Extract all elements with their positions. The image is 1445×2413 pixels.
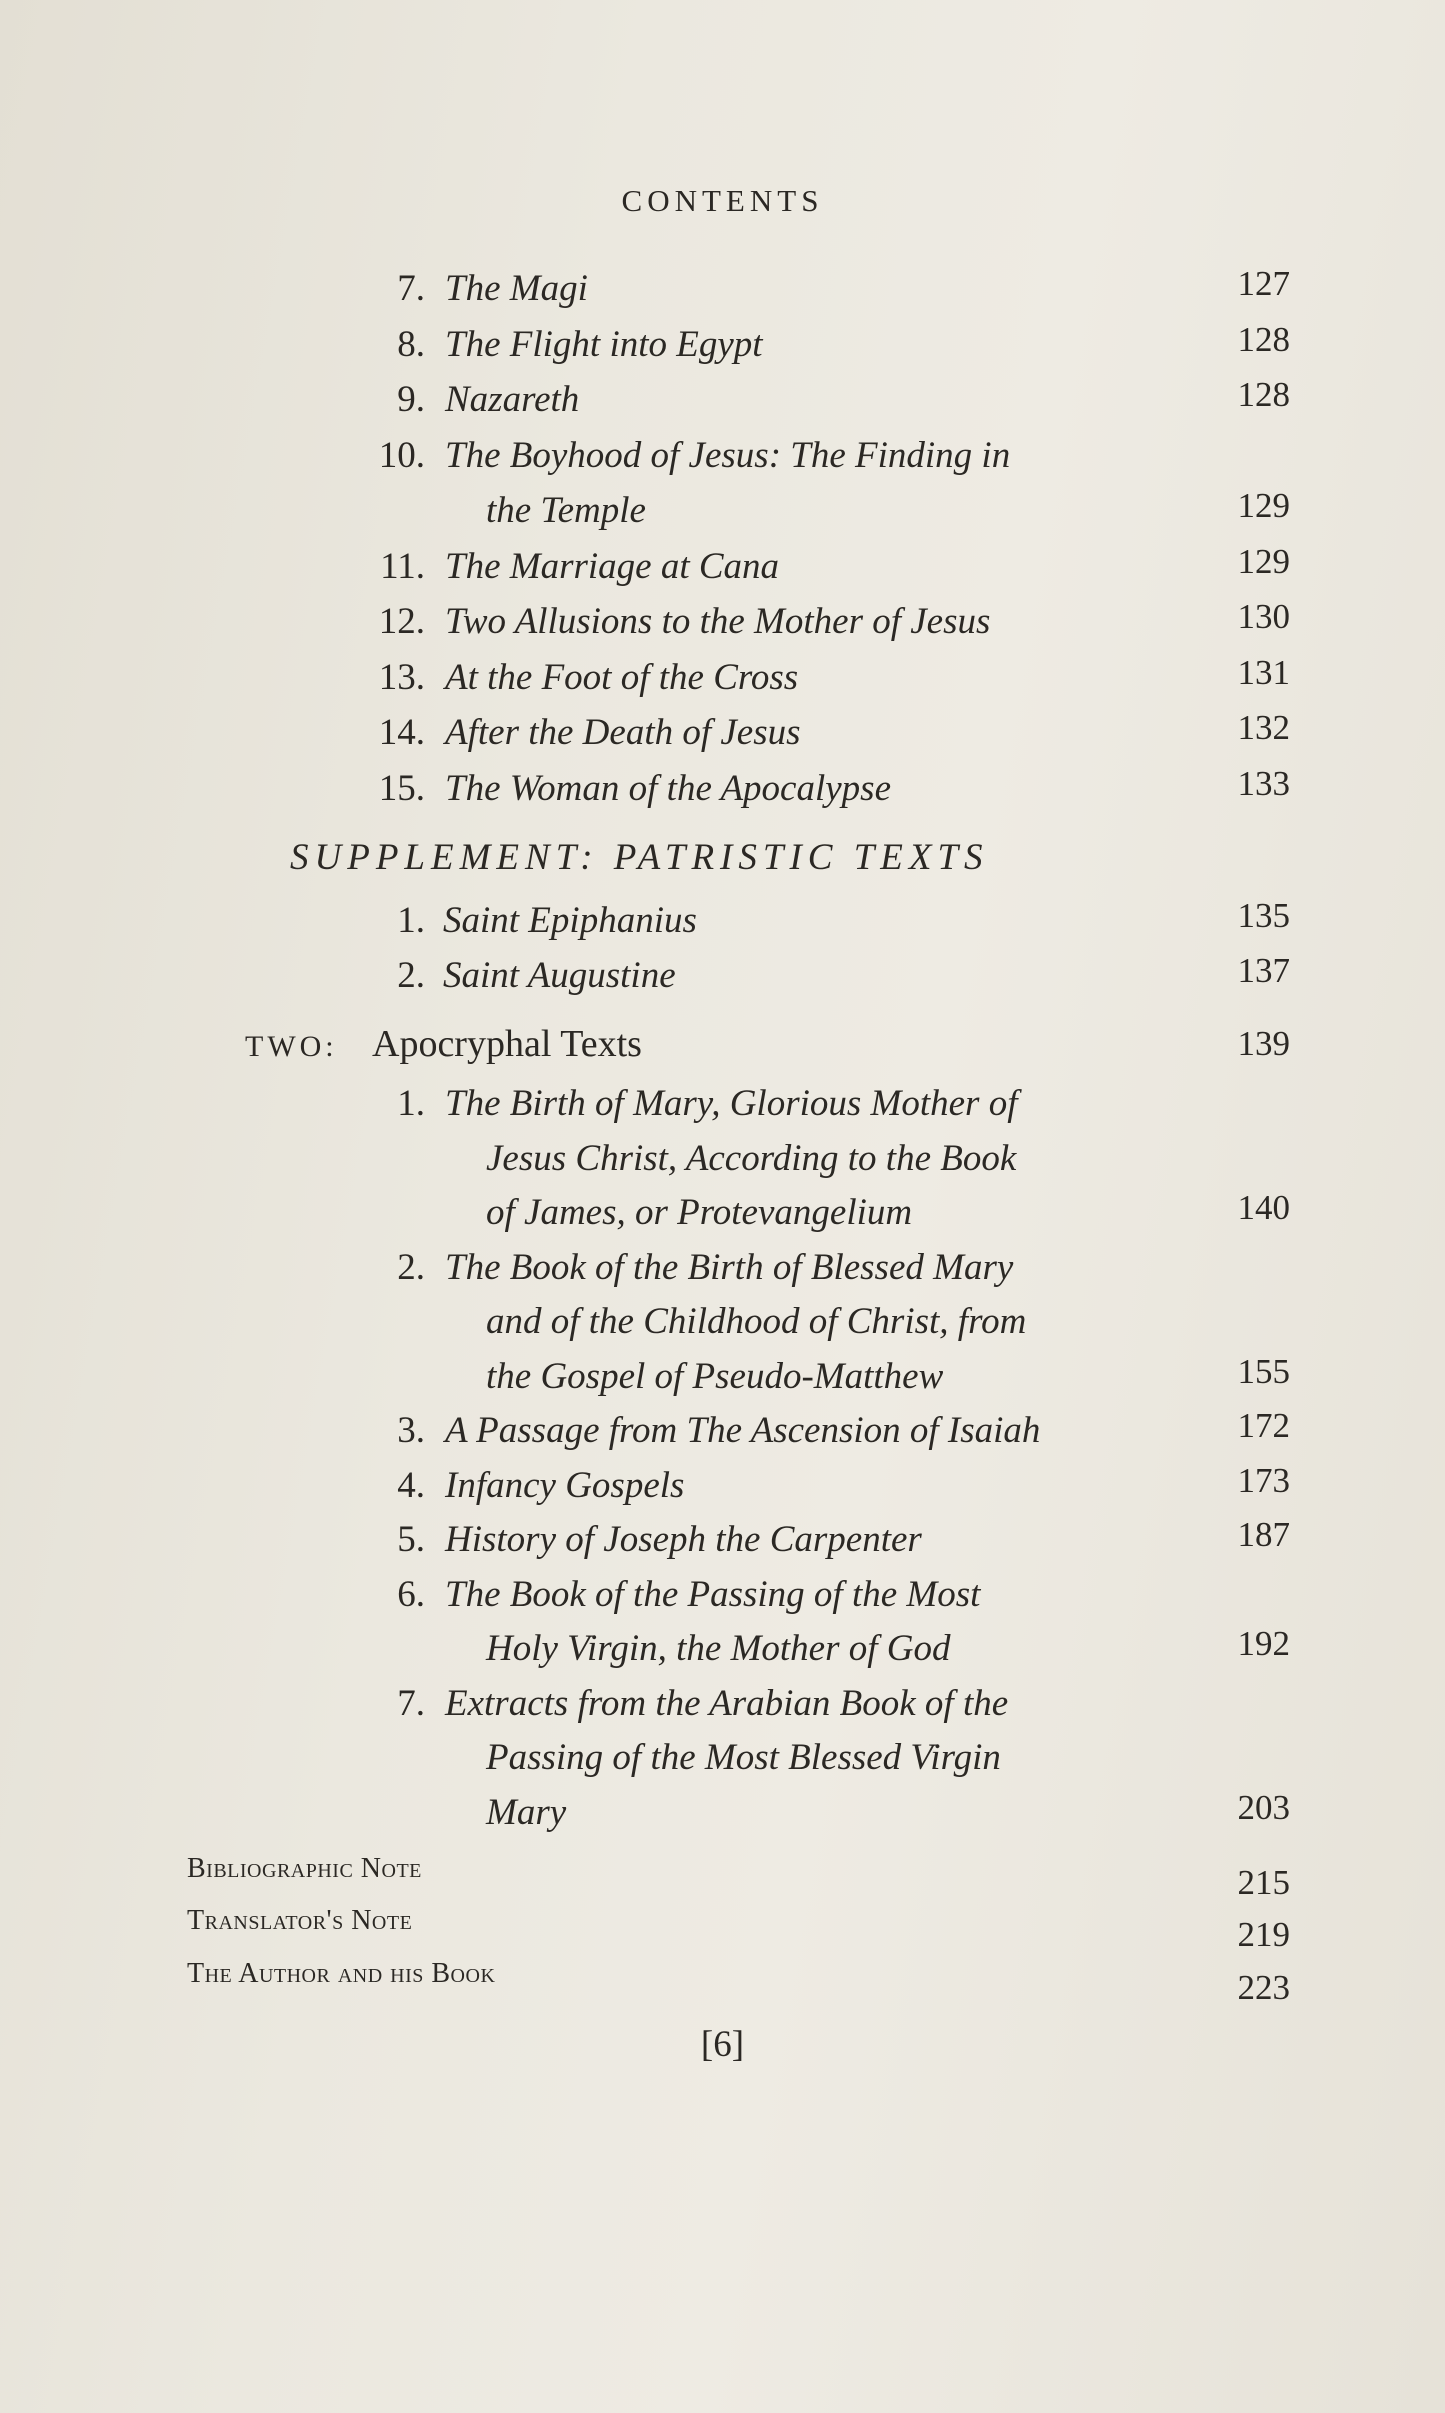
- entry-page-number: 129: [1237, 486, 1290, 525]
- entry-title: History of Joseph the Carpenter: [445, 1519, 922, 1560]
- entry-title-continued: Mary: [486, 1791, 567, 1833]
- entry-number: 9.: [397, 379, 425, 420]
- entry-title: Extracts from the Arabian Book of the: [445, 1682, 1009, 1724]
- entry-number: 1.: [397, 900, 425, 941]
- entry-title: The Boyhood of Jesus: The Finding in: [445, 434, 1011, 476]
- part-two-page: 139: [1237, 1024, 1290, 1063]
- entry-number: 7.: [397, 1682, 425, 1724]
- entry-title: The Birth of Mary, Glorious Mother of: [445, 1083, 1018, 1124]
- entry-title: The Flight into Egypt: [445, 323, 763, 365]
- entry-title-continued: of James, or Protevangelium: [486, 1192, 913, 1233]
- contents-heading: CONTENTS: [621, 183, 824, 218]
- entry-title: Saint Augustine: [443, 955, 676, 996]
- back-matter-page: 223: [1237, 1968, 1290, 2007]
- entry-page-number: 137: [1237, 951, 1290, 990]
- entry-page-number: 140: [1237, 1188, 1290, 1227]
- back-matter-page: 215: [1237, 1863, 1290, 1902]
- entry-number: 5.: [397, 1519, 425, 1560]
- entry-title-continued: Passing of the Most Blessed Virgin: [486, 1737, 1001, 1778]
- entry-number: 14.: [378, 712, 425, 753]
- entry-title: The Book of the Birth of Blessed Mary: [445, 1246, 1014, 1288]
- entry-title: The Marriage at Cana: [445, 545, 780, 587]
- entry-title: Two Allusions to the Mother of Jesus: [445, 601, 991, 642]
- entry-page-number: 172: [1237, 1406, 1290, 1445]
- entry-number: 7.: [397, 268, 425, 309]
- entry-title: A Passage from The Ascension of Isaiah: [445, 1410, 1041, 1451]
- entry-number: 10.: [378, 434, 425, 476]
- entry-title: After the Death of Jesus: [445, 712, 801, 753]
- entry-title: The Magi: [445, 268, 588, 309]
- entry-title: The Book of the Passing of the Most: [445, 1573, 981, 1615]
- entry-number: 4.: [397, 1464, 425, 1506]
- entry-page-number: 128: [1237, 319, 1290, 359]
- entry-number: 12.: [378, 601, 425, 642]
- entry-number: 3.: [397, 1410, 425, 1451]
- part-two-label: TWO:: [245, 1030, 338, 1063]
- page-folio: [6]: [700, 2024, 745, 2065]
- entry-page-number: 155: [1237, 1351, 1290, 1391]
- entry-number: 2.: [397, 1246, 425, 1288]
- entry-number: 8.: [397, 323, 425, 365]
- entry-number: 2.: [397, 955, 425, 996]
- entry-page-number: 132: [1237, 708, 1290, 747]
- entry-title-continued: the Temple: [486, 490, 646, 531]
- entry-number: 15.: [378, 767, 425, 809]
- entry-page-number: 192: [1237, 1624, 1290, 1663]
- entry-page-number: 187: [1237, 1515, 1290, 1554]
- back-matter-title: The Author and his Book: [187, 1958, 496, 1989]
- entry-page-number: 131: [1237, 652, 1290, 692]
- entry-page-number: 133: [1237, 763, 1290, 803]
- entry-title-continued: Jesus Christ, According to the Book: [486, 1137, 1017, 1179]
- entry-number: 6.: [397, 1573, 425, 1615]
- entry-number: 11.: [380, 545, 425, 587]
- entry-title-continued: the Gospel of Pseudo-Matthew: [486, 1355, 944, 1397]
- entry-title: Nazareth: [445, 379, 580, 420]
- entry-title-continued: and of the Childhood of Christ, from: [486, 1301, 1027, 1342]
- entry-title: The Woman of the Apocalypse: [445, 767, 892, 809]
- entry-title: At the Foot of the Cross: [445, 656, 799, 698]
- back-matter-title: Bibliographic Note: [187, 1853, 422, 1884]
- supplement-heading: SUPPLEMENT: PATRISTIC TEXTS: [290, 837, 989, 878]
- entry-number: 1.: [397, 1083, 425, 1124]
- entry-page-number: 203: [1237, 1787, 1290, 1827]
- entry-title: Saint Epiphanius: [443, 900, 697, 941]
- entry-page-number: 127: [1237, 264, 1290, 303]
- back-matter-title: Translator's Note: [187, 1905, 413, 1936]
- entry-title: Infancy Gospels: [445, 1464, 685, 1506]
- entry-page-number: 173: [1237, 1460, 1290, 1500]
- part-two-title: Apocryphal Texts: [372, 1023, 642, 1065]
- entry-title-continued: Holy Virgin, the Mother of God: [486, 1628, 951, 1669]
- entry-page-number: 128: [1237, 375, 1290, 414]
- entry-number: 13.: [378, 656, 425, 698]
- back-matter-page: 219: [1237, 1915, 1290, 1954]
- entry-page-number: 129: [1237, 541, 1290, 581]
- entry-page-number: 135: [1237, 896, 1290, 935]
- entry-page-number: 130: [1237, 597, 1290, 636]
